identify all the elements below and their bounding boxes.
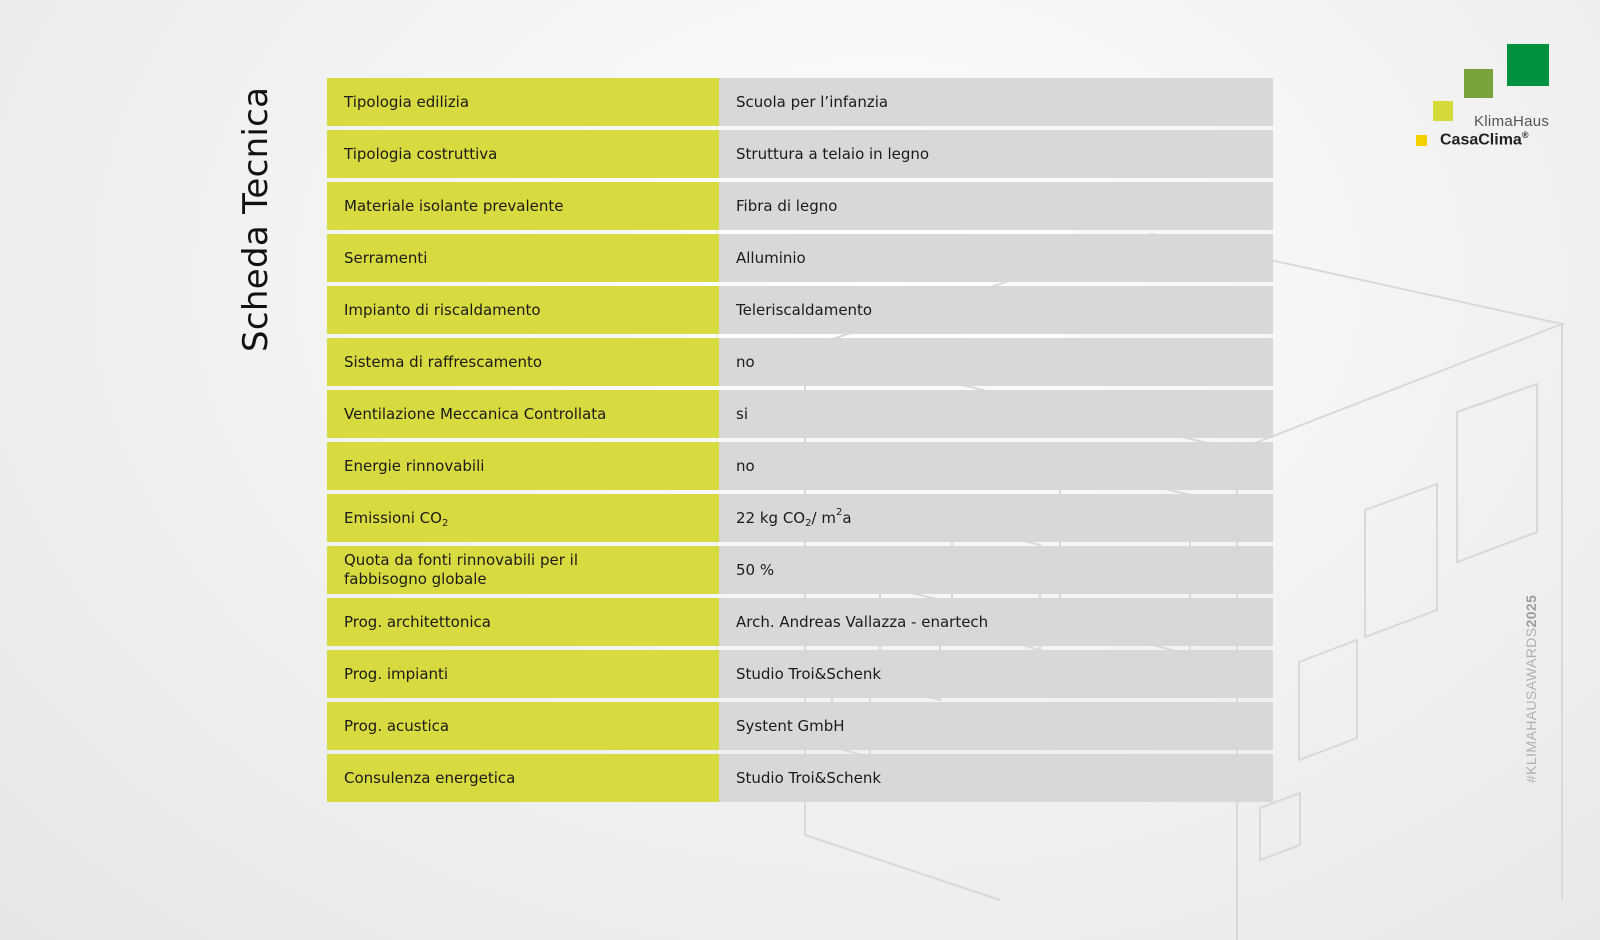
label-line: Quota da fonti rinnovabili per il [344, 551, 579, 569]
row-value: Teleriscaldamento [719, 286, 1273, 334]
row-label: Prog. acustica [327, 702, 719, 750]
row-label: Ventilazione Meccanica Controllata [327, 390, 719, 438]
row-value: Systent GmbH [719, 702, 1273, 750]
table-row [327, 754, 1273, 802]
subscript-text: 2 [441, 517, 449, 529]
table-row [327, 286, 1273, 334]
logo-square-lime [1433, 101, 1453, 121]
label-text: Emissioni CO [344, 508, 442, 527]
subscript-text: 2 [805, 517, 812, 529]
row-value: si [719, 390, 1273, 438]
table-row [327, 390, 1273, 438]
value-text: a [842, 509, 852, 527]
row-label: Energie rinnovabili [327, 442, 719, 490]
value-text: 22 kg CO [736, 509, 806, 527]
logo-text-klimahaus: KlimaHaus [1474, 113, 1550, 130]
superscript-text: 2 [835, 506, 843, 518]
row-label: Tipologia edilizia [327, 78, 719, 126]
table-row [327, 78, 1273, 126]
logo-square-yellow [1416, 135, 1427, 146]
row-label: Sistema di raffrescamento [327, 338, 719, 386]
table-row [327, 234, 1273, 282]
table-row [327, 130, 1273, 178]
table-row [327, 598, 1273, 646]
row-label: Serramenti [327, 234, 719, 282]
row-value [719, 494, 1273, 542]
row-value: Struttura a telaio in legno [719, 130, 1273, 178]
hashtag-text: #KLIMAHAUSAWARDS [1523, 627, 1539, 783]
row-value: no [719, 442, 1273, 490]
technical-spec-table [327, 78, 1273, 806]
row-value: 50 % [719, 546, 1273, 594]
row-label: Prog. architettonica [327, 598, 719, 646]
row-label [327, 494, 719, 542]
row-label: Materiale isolante prevalente [327, 182, 719, 230]
row-label: Tipologia costruttiva [327, 130, 719, 178]
row-value: no [719, 338, 1273, 386]
hashtag-year: 2025 [1523, 594, 1539, 628]
table-row [327, 182, 1273, 230]
table-row [327, 494, 1273, 542]
table-row [327, 338, 1273, 386]
row-value: Alluminio [719, 234, 1273, 282]
row-value: Studio Troi&Schenk [719, 754, 1273, 802]
row-label: Consulenza energetica [327, 754, 719, 802]
value-text: / m [811, 509, 836, 527]
label-line: fabbisogno globale [344, 570, 487, 588]
page-title: Scheda Tecnica [236, 86, 276, 352]
row-value: Fibra di legno [719, 182, 1273, 230]
registered-mark: ® [1521, 130, 1529, 140]
row-value: Scuola per l’infanzia [719, 78, 1273, 126]
row-value: Studio Troi&Schenk [719, 650, 1273, 698]
row-value: Arch. Andreas Vallazza - enartech [719, 598, 1273, 646]
row-label: Impianto di riscaldamento [327, 286, 719, 334]
logo-square-dark-green [1507, 44, 1549, 86]
table-row [327, 442, 1273, 490]
table-row [327, 702, 1273, 750]
row-label [327, 546, 719, 594]
row-label: Prog. impianti [327, 650, 719, 698]
logo-text-casaclima: CasaClima® [1440, 130, 1529, 149]
table-row [327, 650, 1273, 698]
table-row [327, 546, 1273, 594]
logo-square-mid-green [1464, 69, 1493, 98]
awards-hashtag [1523, 595, 1539, 783]
